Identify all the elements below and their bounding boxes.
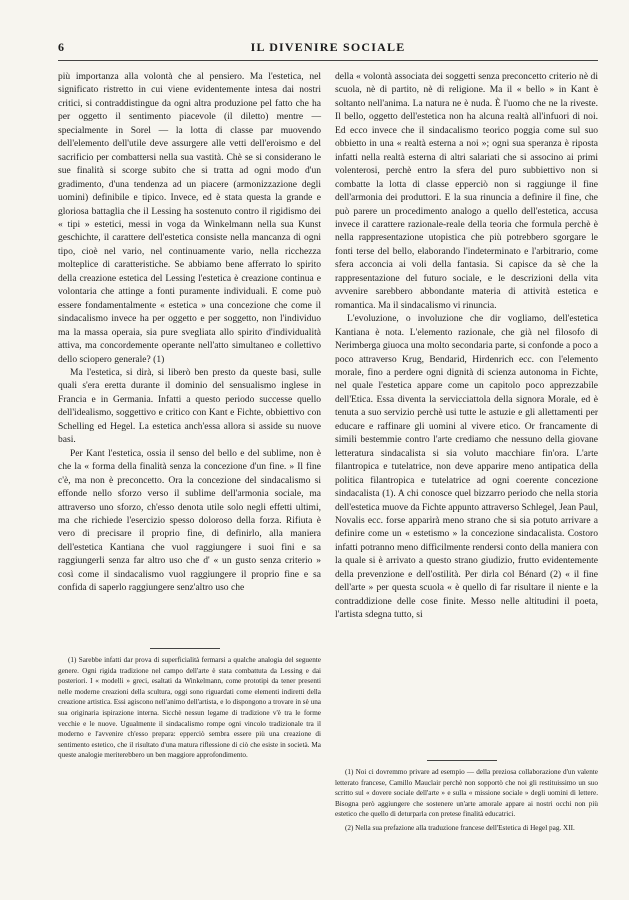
footnotes-right (335, 760, 598, 834)
left-paragraph: Ma l'estetica, si dirà, si liberò ben presto da queste basi, sulle quali s'era eretta durante il dominio del sensualismo inglese in Francia e in Germania. Infatti a questo periodo successe quello dell'idealismo, soggettivo e critico con Kant e Fichte, obbiettivo con Schelling ed Hegel. La estetica anch'essa allora si asside su nuove basi. (58, 366, 321, 446)
left-paragraph: Per Kant l'estetica, ossia il senso del bello e del sublime, non è che la « forma della finalità senza la concezione d'un fine. » Il fine c'è, ma non è preconcetto. Ora la concezione del sindacalismo si effonde nello sforzo verso il sublime dell'armonia sociale, ma attraverso uno sforzo, ch'esso denota utile solo negli effetti ultimi, ma che richiede l'esercizio spesso doloroso della forza. Rifiuta è vero di precisare il proprio fine, di definirlo, alla maniera dell'estetica Kantiana che vuol raggiungere i suoi fini e sa raggiungerli senza far altro uso che d' « un gusto senza criterio » così come il sindacalismo vuol raggiungere il proprio fine e sa confida di saperlo raggiungere senz'altro uso che (58, 447, 321, 594)
footnote-separator (150, 648, 220, 649)
journal-title: IL DIVENIRE SOCIALE (250, 40, 406, 54)
footnote-separator (427, 760, 497, 761)
header-rule (58, 60, 598, 61)
footnote: (2) Nella sua prefazione alla traduzione francese dell'Estetica di Hegel pag. XII. (345, 823, 575, 832)
left-column (58, 70, 321, 595)
left-paragraph: più importanza alla volontà che al pensiero. Ma l'estetica, nel significato ristretto in cui viene evidentemente intesa dai nostri critici, si contraddistingue da ogni altra produzione pel fatto che ha per oggetto il sentimento piacevole (il diletto) mentre — specialmente in Sorel — la lotta di classe par muovendo dell'elemento dell'utile deve assurgere alle vetti dell'eroismo e del sacrificio per combattersi nella sua vastità. Chè se si considerano le sue finalità si scorge subito che si tratta ad ogni modo d'un gradimento, d'una tendenza ad un piacere (armonizzazione degli uomini) definibile e tipico. Invece, ed è stata questa la grande e gloriosa battaglia che il Lessing ha sostenuto contro il rigidismo dei « tipi » estetici, messi in voga da Winkelmann nella sua Kunst geschichte, il carattere dell'estetica consiste nella mancanza di ogni tipo, cioè nel vario, nel continuamente vario, nella ricchezza molteplice di caratteristiche. Se abbiamo bene afferrato lo spirito della creazione estetica del Lessing l'estetica è creazione continua e volontaria che attinge a fonti puramente individuali. E come può essere fondamentalmente « estetica » una concezione che come il sindacalismo invece ha per oggetto e per soggetto, non l'individuo ma la massa operaia, sia pure svegliata allo spirito d'individualità attiva, ma concordemente operante nell'atto simultaneo e collettivo dello sciopero generale? (1) (58, 71, 321, 365)
running-header (58, 40, 598, 56)
page-number: 6 (58, 40, 65, 54)
right-paragraph: L'evoluzione, o involuzione che dir vogliamo, dell'estetica Kantiana è nota. L'elemento razionale, che già nel filosofo di Nerimberga giuoca una molto secondaria parte, si confonde a poco a poco attraverso Krug, Bendarid, Hirdenrich ecc. con l'elemento morale, fino a perdere ogni dignità di scienza autonoma in Fichte, nel quale l'estetica appare come un capitolo poco apprezzabile dell'Etica. Essa diventa la servicciattola della signora Morale, ed è tenuta a suo servizio perchè usi tutte le astuzie e gli allettamenti per educare e raffinare gli uomini al vivere etico. Or francamente di simili bestemmie contro l'arte crediamo che nessuno della giovane letteratura sindacalista si sia voluto macchiare fin'ora. L'arte filantropica e tutelatrice, non deve apparire meno antipatica della politica filantropica e tutelatrice ad ogni coerente concezione sindacalista (1). A chi conosce quel bizzarro periodo che nella storia dell'estetica muove da Fichte appunto attraverso Schlegel, Jean Paul, Novalis ecc. forse apparirà meno strano che si sia potuto arrivare a definire come un « estetismo » la concezione sindacalista. Costoro infatti potranno meno difficilmente rendersi conto della maniera con la quale si è arrivato a questo strano giudizio, frutto evidentemente della prevenzione e dell'ostilità. Per dirla col Bénard (2) « il fine dell'arte » per questa scuola « è quello di far risultare il niente e la contraddizione delle cose finite. Messo nelle altitudini il poeta, l'artista sdegna tutto, si (335, 313, 598, 621)
right-column (335, 70, 598, 622)
footnote: (1) Noi ci dovremmo privare ad esempio — della preziosa collaborazione d'un valente letterato francese, Camillo Mauclair perchè non sopportò che noi gli restituissimo un suo scritto sul « dovere sociale dell'arte » e sulla « missione sociale » degli uomini di lettere. Bisogna però aggiungere che sostenere un'arte amorale appare ai nostri occhi non più estetico che quello di deturparla con pretese finalità educatrici. (335, 768, 598, 819)
right-paragraph: della « volontà associata dei soggetti senza preconcetto criterio nè di scuola, nè di partito, nè di religione. Ma il « bello » in Kant è soltanto nell'anima. La natura ne è nuda. È l'uomo che ne la riveste. Il bello, oggetto dell'estetica non ha alcuna realtà all'infuori di noi. Ed ecco invece che il sindacalismo teorico poggia come sul suo obbietto in una « realtà esterna a noi »; ogni sua speranza è riposta infatti nella realtà esterna di altri salariati che si associno ai primi volenterosi, perchè entro la sfera del puro subbiettivo non si combatte la lotta di classe epperciò non si raggiunge il fine dell'armonia dei produttori. E la sua rinuncia a definire il fine, che può parere un procedimento analogo a quello dell'estetica, accusa invece il carattere razionale-reale della teoria che formula perchè è nella rappresentazione utopistica che più potrebbero sgorgare le fonti terse del bello, elaborando l'indeterminato e l'arbitrario, come sfera acconcia ai voli della fantasia. Si capisce da sè che la rappresentazione del futuro sociale, e le descrizioni della vita avvenire sarebbero abbondante materia di attività estetica e romantica. Ma il sindacalismo vi rinuncia. (335, 71, 598, 311)
footnotes-left (58, 648, 321, 761)
footnote: (1) Sarebbe infatti dar prova di superficialità fermarsi a qualche analogia del seguente genere. Ogni rigida tradizione nel campo dell'arte è stata combattuta da Lessing e dai posteriori. I « modelli » greci, esaltati da Winkelmann, come prototipi da tener presenti nelle moderne creazioni della scultura, oggi sono riguardati come elementi indiretti della creazione artistica. Essi agiscono nell'animo dell'artista, e lo dispongono a trovare in sè una sua originaria ispirazione interna. Sicchè nessun legame di tradizione v'è tra le forme vecchie e le nuove. Ugualmente il sindacalismo rompe ogni vincolo tradizionale tra il moderno e l'avvenire ch'esso prepara: epperciò sembra essere più una creazione di sentimento estetico, che il risultato d'una matura riflessione di ciò che esiste in società. Ma queste analogie meriterebbero un ben maggiore approfondimento. (58, 656, 321, 760)
